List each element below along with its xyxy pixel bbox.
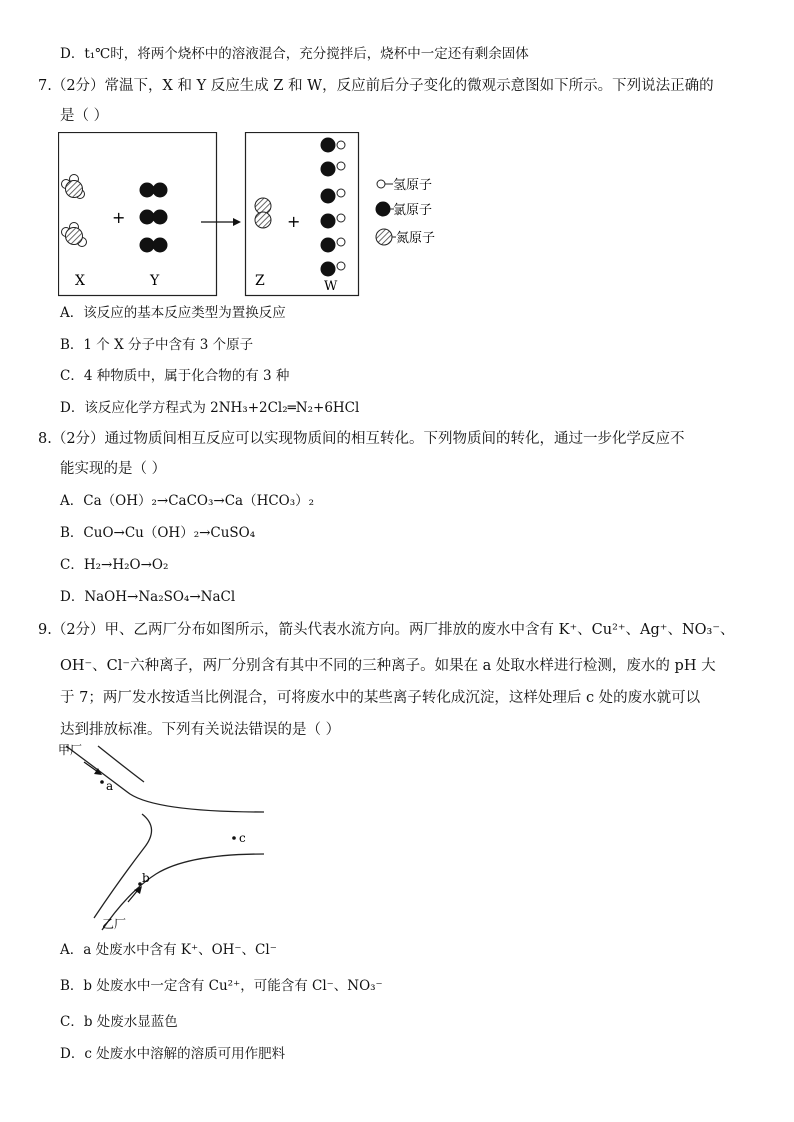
- q8-option-a: A．Ca（OH）₂→CaCO₃→Ca（HCO₃）₂: [60, 493, 315, 509]
- label-y: Y: [150, 273, 160, 289]
- q9-river-diagram: [58, 742, 278, 934]
- q9-stem-line4: 达到排放标准。下列有关说法错误的是（ ）: [60, 722, 341, 738]
- reaction-arrow: [201, 218, 241, 226]
- y-molecules: [140, 183, 168, 253]
- river-bank-lower: [102, 854, 264, 930]
- q7-stem-line1: 7.（2分）常温下，X 和 Y 反应生成 Z 和 W，反应前后分子变化的微观示意图如下所示。下列说法正确的: [38, 78, 714, 94]
- x-molecule-1: [62, 175, 85, 199]
- q7-stem-line2: 是（ ）: [60, 108, 109, 124]
- legend-nitrogen: [376, 229, 435, 246]
- svg-text:氮原子: 氮原子: [396, 231, 436, 246]
- q8-option-b: B．CuO→Cu（OH）₂→CuSO₄: [60, 525, 256, 541]
- q8-option-c: C．H₂→H₂O→O₂: [60, 557, 169, 573]
- svg-text:氯原子: 氯原子: [393, 203, 433, 218]
- q9-option-a: A．a 处废水中含有 K⁺、OH⁻、Cl⁻: [60, 942, 277, 958]
- q9-stem-line2: OH⁻、Cl⁻六种离子，两厂分别含有其中不同的三种离子。如果在 a 处取水样进行检测，废水的 pH 大: [60, 658, 716, 674]
- plus-sign-1: +: [112, 208, 126, 227]
- legend-hydrogen: [377, 178, 432, 193]
- label-c: c: [239, 831, 246, 845]
- q9-option-b: B．b 处废水中一定含有 Cu²⁺，可能含有 Cl⁻、NO₃⁻: [60, 978, 383, 994]
- label-b: b: [142, 871, 150, 885]
- flow-arrow-jia: [84, 762, 102, 775]
- z-molecule: [255, 198, 271, 228]
- q7-option-a: A．该反应的基本反应类型为置换反应: [60, 305, 286, 321]
- point-c: [232, 836, 236, 840]
- legend-chlorine: [376, 202, 433, 219]
- q9-option-d: D．c 处废水中溶解的溶质可用作肥料: [60, 1046, 286, 1062]
- plus-sign-2: +: [287, 212, 301, 231]
- label-jia-factory: 甲厂: [58, 743, 83, 757]
- w-molecules: [321, 138, 346, 277]
- label-x: X: [75, 273, 85, 289]
- svg-text:氢原子: 氢原子: [393, 178, 433, 193]
- q9-option-c: C．b 处废水显蓝色: [60, 1014, 178, 1030]
- river-bank-upper: [66, 746, 264, 812]
- q7-option-d: D．该反应化学方程式为 2NH₃+2Cl₂═N₂+6HCl: [60, 400, 360, 416]
- q7-molecule-diagram: [58, 132, 478, 300]
- q8-stem-line2: 能实现的是（ ）: [60, 461, 167, 477]
- q9-stem-line1: 9.（2分）甲、乙两厂分布如图所示，箭头代表水流方向。两厂排放的废水中含有 K⁺、Cu²⁺、Ag⁺、NO₃⁻、: [38, 622, 735, 638]
- reactant-box: [59, 133, 217, 296]
- q6-option-d: D．t₁℃时，将两个烧杯中的溶液混合，充分搅拌后，烧杯中一定还有剩余固体: [60, 46, 529, 62]
- label-w: W: [324, 279, 338, 294]
- q7-option-c: C．4 种物质中，属于化合物的有 3 种: [60, 368, 290, 384]
- label-yi-factory: 乙厂: [102, 917, 127, 931]
- q8-stem-line1: 8.（2分）通过物质间相互反应可以实现物质间的相互转化。下列物质间的转化，通过一步化学反应不: [38, 431, 685, 447]
- q8-option-d: D．NaOH→Na₂SO₄→NaCl: [60, 589, 236, 605]
- x-molecule-2: [62, 223, 87, 247]
- flow-arrow-yi: [128, 886, 142, 902]
- point-a: [100, 780, 104, 784]
- label-z: Z: [255, 273, 265, 289]
- q7-option-b: B．1 个 X 分子中含有 3 个原子: [60, 337, 254, 353]
- q9-stem-line3: 于 7；两厂发水按适当比例混合，可将废水中的某些离子转化成沉淀，这样处理后 c 处的废水就可以: [60, 690, 701, 706]
- label-a: a: [106, 779, 114, 793]
